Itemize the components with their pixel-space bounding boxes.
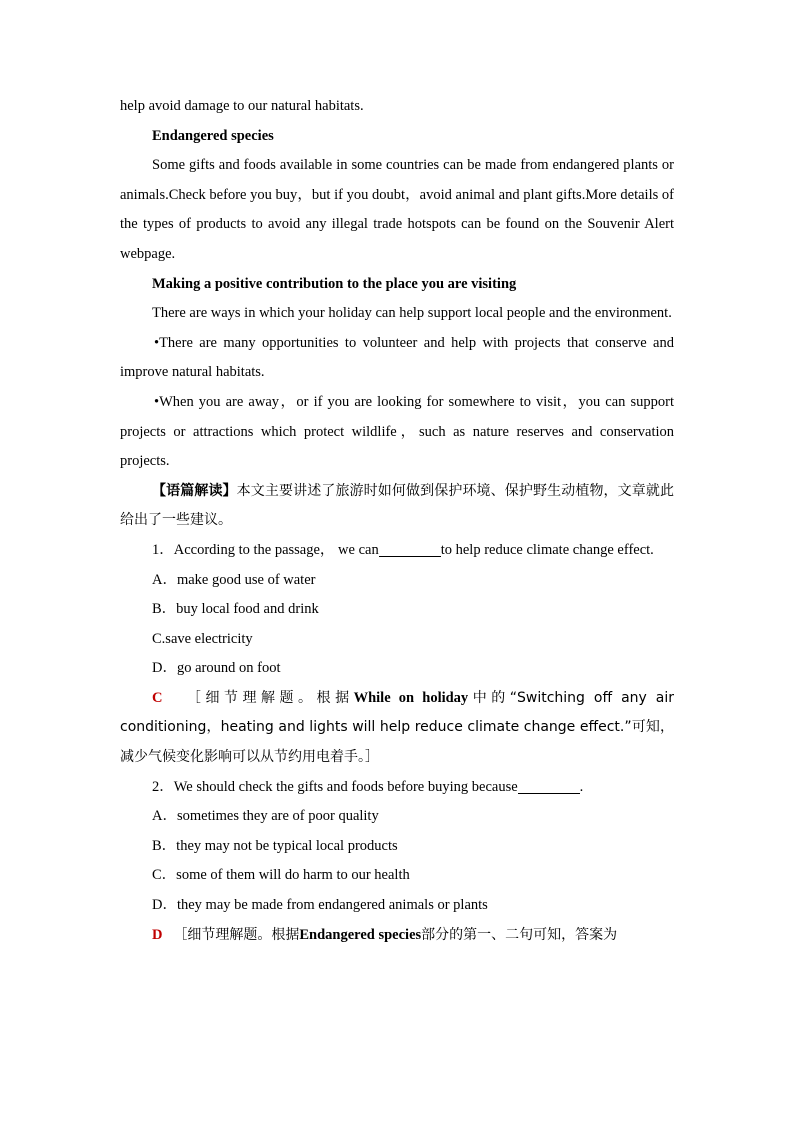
bullet-text: There are many opportunities to volunteer and help with projects that conserve and improve natural habitats. [120,334,674,381]
answer-blank [518,778,580,794]
bullet-text: When you are away，or if you are looking for somewhere to visit，you can support projects or attractions which protect wildlife，such as nature reserves and conservation projects. [120,393,674,470]
explanation-open: ［细节理解题。根据 [186,689,354,706]
question-1-option-b: B．buy local food and drink [152,601,319,618]
question-2-answer: D [152,926,163,943]
question-2-stem-after: . [579,778,584,795]
question-1-stem [120,536,674,566]
question-1-stem-after: to help reduce climate change effect. [440,541,654,558]
section-heading-endangered: Endangered species [152,127,274,144]
question-1-explanation [120,684,674,773]
explanation-keyword: Endangered species [299,926,422,943]
analysis-paragraph [120,477,674,536]
question-2-option-b: B．they may not be typical local products [152,837,398,854]
analysis-label: 【语篇解读】 [152,482,237,499]
bullet-item [120,329,674,388]
analysis-text: 本文主要讲述了旅游时如何做到保护环境、保护野生动植物，文章就此给出了一些建议。 [120,482,675,529]
question-2-option-d: D．they may be made from endangered animals or plants [152,897,488,914]
explanation-keyword: While on holiday [353,689,469,706]
question-1-stem-before: 1．According to the passage， we can [152,541,379,558]
question-2-explanation [120,921,674,951]
question-1-answer: C [152,689,163,706]
question-1-option-a: A．make good use of water [152,571,316,588]
explanation-body: 中的“Switching off any air conditioning，heating and lights will help reduce climate change effect.”可知，减少气候变化影响可以从节约用电着手。］ [120,689,675,766]
question-1-option-d: D．go around on foot [152,660,281,677]
question-1-option-c: C.save electricity [152,630,253,647]
question-2-stem-before: 2．We should check the gifts and foods before buying because [152,778,518,795]
question-2-stem [120,773,674,803]
question-2-option-c: C．some of them will do harm to our health [152,867,410,884]
section-heading-positive: Making a positive contribution to the place you are visiting [152,275,517,292]
explanation-body: 部分的第一、二句可知，答案为 [421,926,618,943]
bullet-item [120,388,674,477]
answer-blank [379,541,441,557]
document-content [120,92,674,950]
bullet-symbol: • [154,393,160,410]
paragraph-endangered: Some gifts and foods available in some countries can be made from endangered plants or animals.Check before you buy，but if you doubt，avoid animal and plant gifts.More details of the types of products to avoid any illegal trade hotspots can be found on the Souvenir Alert webpage. [120,157,674,262]
explanation-open: ［细节理解题。根据 [173,926,300,943]
passage-line: help avoid damage to our natural habitats. [120,98,364,114]
bullet-symbol: • [154,334,160,351]
question-2-option-a: A．sometimes they are of poor quality [152,808,379,825]
paragraph-positive: There are ways in which your holiday can help support local people and the environment. [152,305,672,322]
